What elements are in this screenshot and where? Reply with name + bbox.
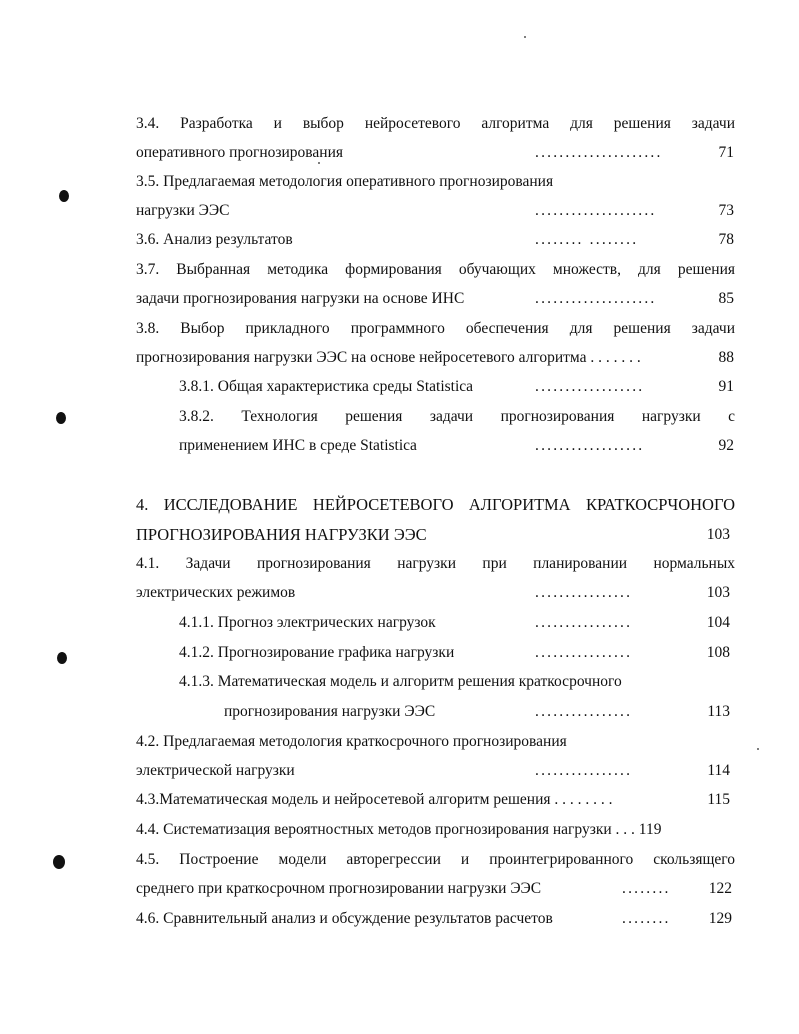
toc-entry-3-8-title-cont: прогнозирования нагрузки ЭЭС на основе нейросетевого алгоритма . . . . . . . [136,349,641,366]
toc-page-number: 91 [718,378,734,395]
toc-page-number: 73 [718,202,734,219]
toc-page-number: 114 [707,762,730,779]
toc-entry-4-1-2-title: 4.1.2. Прогнозирование графика нагрузки [179,644,455,661]
toc-page-number: 78 [718,231,734,248]
toc-page-number: 129 [708,910,732,927]
toc-leader-dots: ..................... [535,144,663,161]
toc-page-number: 71 [718,144,734,161]
toc-leader-dots: .................. [535,378,645,395]
toc-entry-4-1-3-title-cont: прогнозирования нагрузки ЭЭС [224,703,436,720]
toc-leader-dots: ................ [535,762,633,779]
toc-page-number: 108 [706,644,730,661]
toc-entry-3-5-title-cont: нагрузки ЭЭС [136,202,230,219]
toc-entry-3-7-title-cont: задачи прогнозирования нагрузки на основе ИНС [136,290,465,307]
toc-leader-dots: ................ [535,584,633,601]
toc-entry-4-1-title: 4.1. Задачи прогнозирования нагрузки при планировании нормальных [136,555,735,572]
toc-entry-4-6-title: 4.6. Сравнительный анализ и обсуждение результатов расчетов [136,910,553,927]
toc-entry-3-8-2-title: 3.8.2. Технология решения задачи прогнозирования нагрузки с [179,408,735,425]
toc-entry-3-4-title: 3.4. Разработка и выбор нейросетевого алгоритма для решения задачи [136,115,735,132]
toc-entry-4-5-title: 4.5. Построение модели авторегрессии и проинтегрированного скользящего [136,851,735,868]
toc-entry-3-4-title-cont: оперативного прогнозирования [136,144,344,161]
scan-blot [56,412,66,424]
toc-leader-dots: .................... [535,202,657,219]
toc-leader-dots: ................ [535,614,633,631]
toc-entry-4-1-3-title: 4.1.3. Математическая модель и алгоритм решения краткосрочного [179,673,622,690]
scan-blot [53,855,65,869]
toc-leader-dots: ........ [622,880,671,897]
toc-entry-3-8-title: 3.8. Выбор прикладного программного обеспечения для решения задачи [136,320,735,337]
toc-page-number: 115 [707,791,730,808]
toc-page-number: 85 [718,290,734,307]
toc-page-number: 103 [706,526,730,543]
toc-page-number: 103 [706,584,730,601]
toc-entry-4-3-title: 4.3.Математическая модель и нейросетевой алгоритм решения . . . . . . . . [136,791,613,808]
toc-leader-dots: ................ [535,703,633,720]
toc-entry-3-6-title: 3.6. Анализ результатов [136,231,293,248]
toc-entry-4-5-title-cont: среднего при краткосрочном прогнозировании нагрузки ЭЭС [136,880,542,897]
toc-entry-3-5-title: 3.5. Предлагаемая методология оперативного прогнозирования [136,173,554,190]
toc-leader-dots: ........ [622,910,671,927]
toc-leader-dots: .................... [535,290,657,307]
toc-leader-dots: ........ ........ [535,231,639,248]
toc-leader-dots: ................ [535,644,633,661]
toc-entry-4-2-title-cont: электрической нагрузки [136,762,295,779]
toc-entry-4-2-title: 4.2. Предлагаемая методология краткосрочного прогнозирования [136,733,567,750]
toc-leader-dots: .................. [535,437,645,454]
scan-blot [59,190,69,202]
toc-page-number: 113 [707,703,730,720]
toc-chapter-4-title-cont: ПРОГНОЗИРОВАНИЯ НАГРУЗКИ ЭЭС [136,525,427,544]
toc-page-number: 88 [718,349,734,366]
toc-page-number: 104 [706,614,730,631]
toc-chapter-4-title: 4. ИССЛЕДОВАНИЕ НЕЙРОСЕТЕВОГО АЛГОРИТМА КРАТКОСРЧОНОГО [136,495,735,514]
toc-entry-3-7-title: 3.7. Выбранная методика формирования обучающих множеств, для решения [136,261,735,278]
toc-entry-4-1-1-title: 4.1.1. Прогноз электрических нагрузок [179,614,436,631]
toc-entry-4-1-title-cont: электрических режимов [136,584,296,601]
scan-speck [757,748,759,750]
toc-page-number: 122 [708,880,732,897]
toc-entry-4-4-title: 4.4. Систематизация вероятностных методов прогнозирования нагрузки . . . 119 [136,821,662,838]
toc-page-number: 92 [718,437,734,454]
scan-speck [524,36,526,38]
toc-entry-3-8-2-title-cont: применением ИНС в среде Statistica [179,437,417,454]
scan-blot [57,652,67,664]
toc-entry-3-8-1-title: 3.8.1. Общая характеристика среды Statistica [179,378,474,395]
